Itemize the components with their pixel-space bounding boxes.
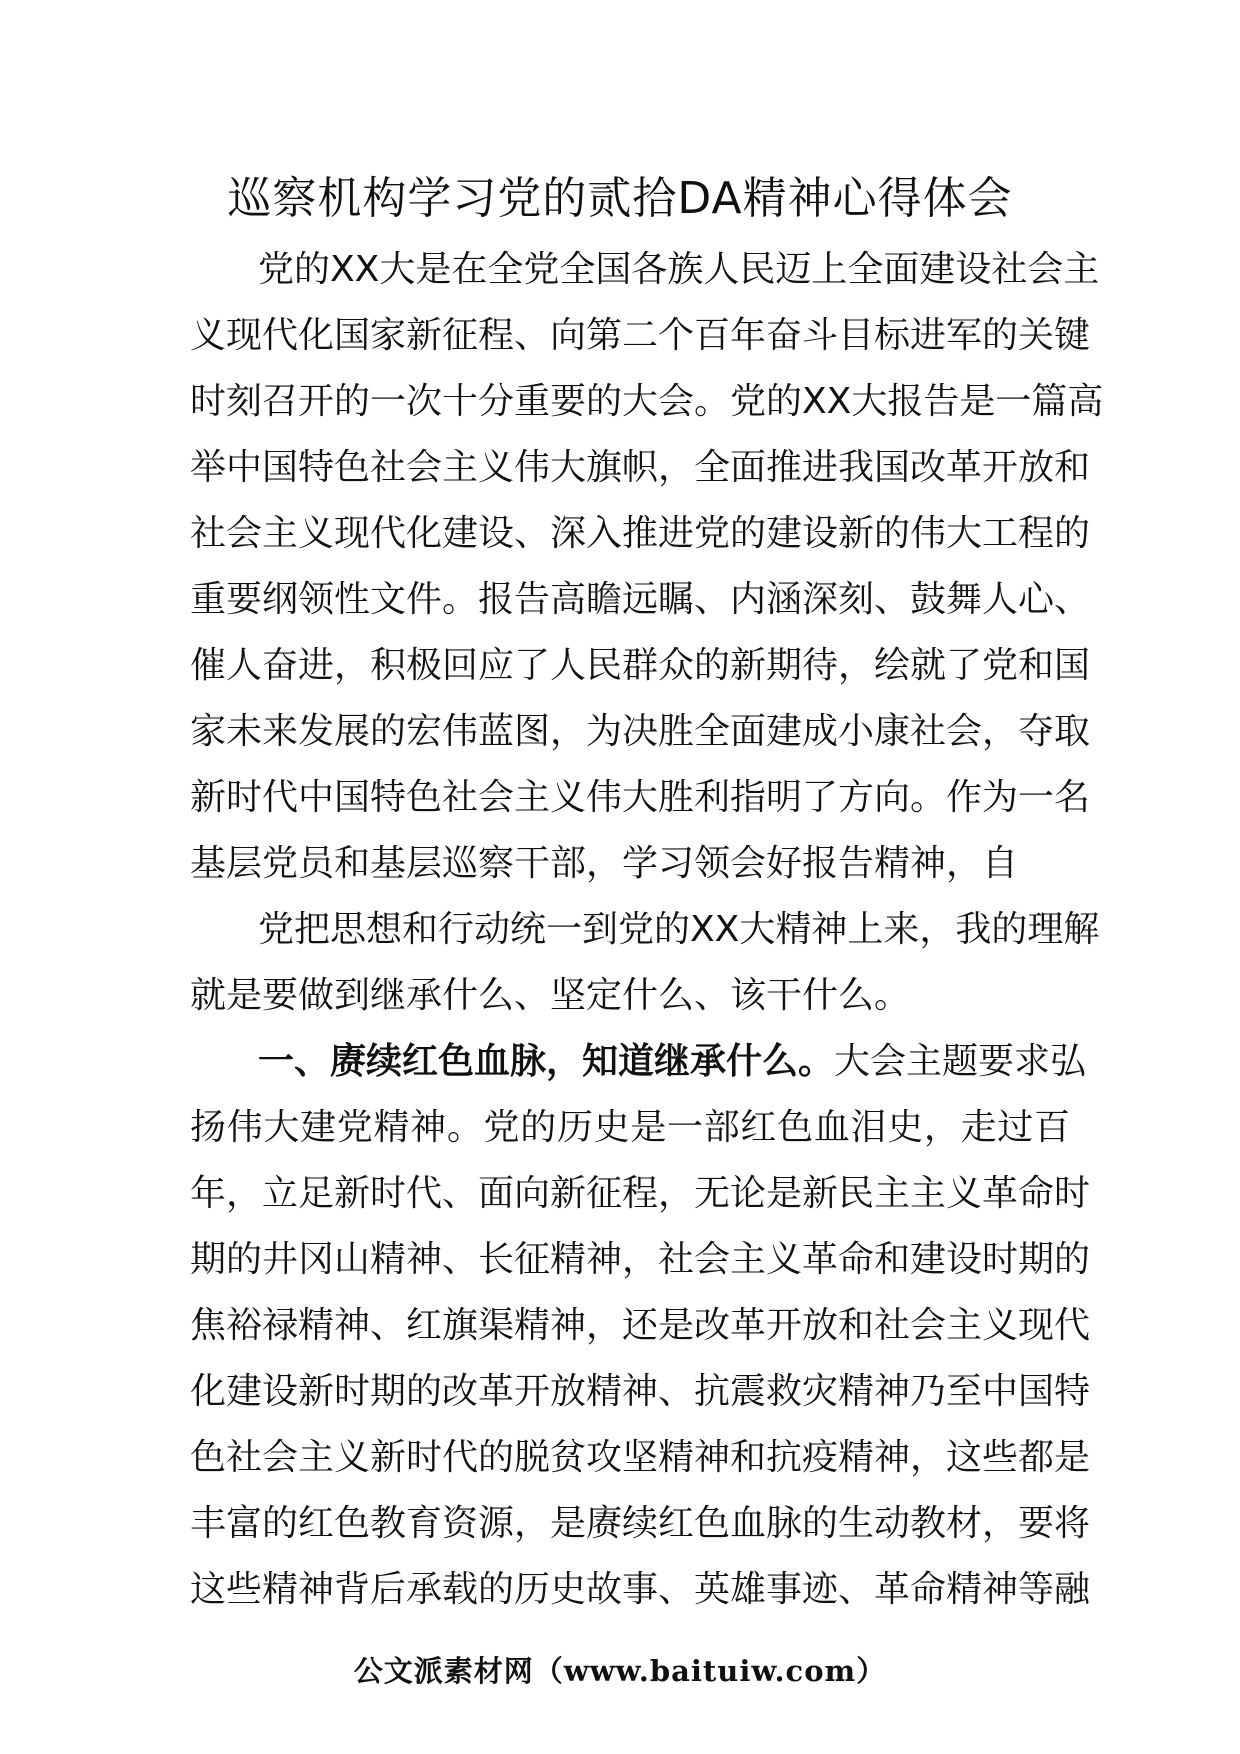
document-body <box>190 237 1104 1623</box>
paragraph-line: 色社会主义新时代的脱贫攻坚精神和抗疫精神，这些都是 <box>190 1437 1091 1478</box>
paragraph-line: 举中国特色社会主义伟大旗帜，全面推进我国改革开放和 <box>190 447 1091 488</box>
paragraph-line: 新时代中国特色社会主义伟大胜利指明了方向。作为一名 <box>190 777 1091 818</box>
paragraph-line: 这些精神背后承载的历史故事、英雄事迹、革命精神等融 <box>190 1569 1091 1610</box>
document-title: 巡察机构学习党的贰拾DA精神心得体会 <box>227 173 1013 224</box>
paragraph-line: 义现代化国家新征程、向第二个百年奋斗目标进军的关键 <box>190 315 1091 356</box>
paragraph-line: 重要纲领性文件。报告高瞻远瞩、内涵深刻、鼓舞人心、 <box>190 579 1091 620</box>
paragraph-line: 家未来发展的宏伟蓝图，为决胜全面建成小康社会，夺取 <box>190 711 1091 752</box>
paragraph-line: 党把思想和行动统一到党的XX大精神上来，我的理解 <box>258 909 1100 950</box>
paragraph-line: 就是要做到继承什么、坚定什么、该干什么。 <box>190 975 911 1016</box>
paragraph-line-text: 大会主题要求弘 <box>834 1041 1087 1082</box>
paragraph-line: 社会主义现代化建设、深入推进党的建设新的伟大工程的 <box>190 513 1091 554</box>
paragraph-line: 基层党员和基层巡察干部，学习领会好报告精神，自 <box>190 843 1019 884</box>
paragraph-line: 时刻召开的一次十分重要的大会。党的XX大报告是一篇高 <box>190 381 1104 422</box>
paragraph-line: 年，立足新时代、面向新征程，无论是新民主主义革命时 <box>190 1173 1091 1214</box>
paragraph-line: 扬伟大建党精神。党的历史是一部红色血泪史，走过百 <box>190 1107 1070 1148</box>
paragraph-line: 化建设新时期的改革开放精神、抗震救灾精神乃至中国特 <box>190 1371 1091 1412</box>
footer-source: 公文派素材网（www.baituiw.com） <box>353 1654 887 1688</box>
section-heading-line <box>190 1029 1087 1095</box>
section-heading: 一、赓续红色血脉，知道继承什么。 <box>258 1041 835 1082</box>
paragraph-line: 催人奋进，积极回应了人民群众的新期待，绘就了党和国 <box>190 645 1091 686</box>
paragraph-line: 党的XX大是在全党全国各族人民迈上全面建设社会主 <box>258 249 1100 290</box>
paragraph-line: 期的井冈山精神、长征精神，社会主义革命和建设时期的 <box>190 1239 1091 1280</box>
paragraph-line: 焦裕禄精神、红旗渠精神，还是改革开放和社会主义现代 <box>190 1305 1091 1346</box>
paragraph-line: 丰富的红色教育资源，是赓续红色血脉的生动教材，要将 <box>190 1503 1091 1544</box>
